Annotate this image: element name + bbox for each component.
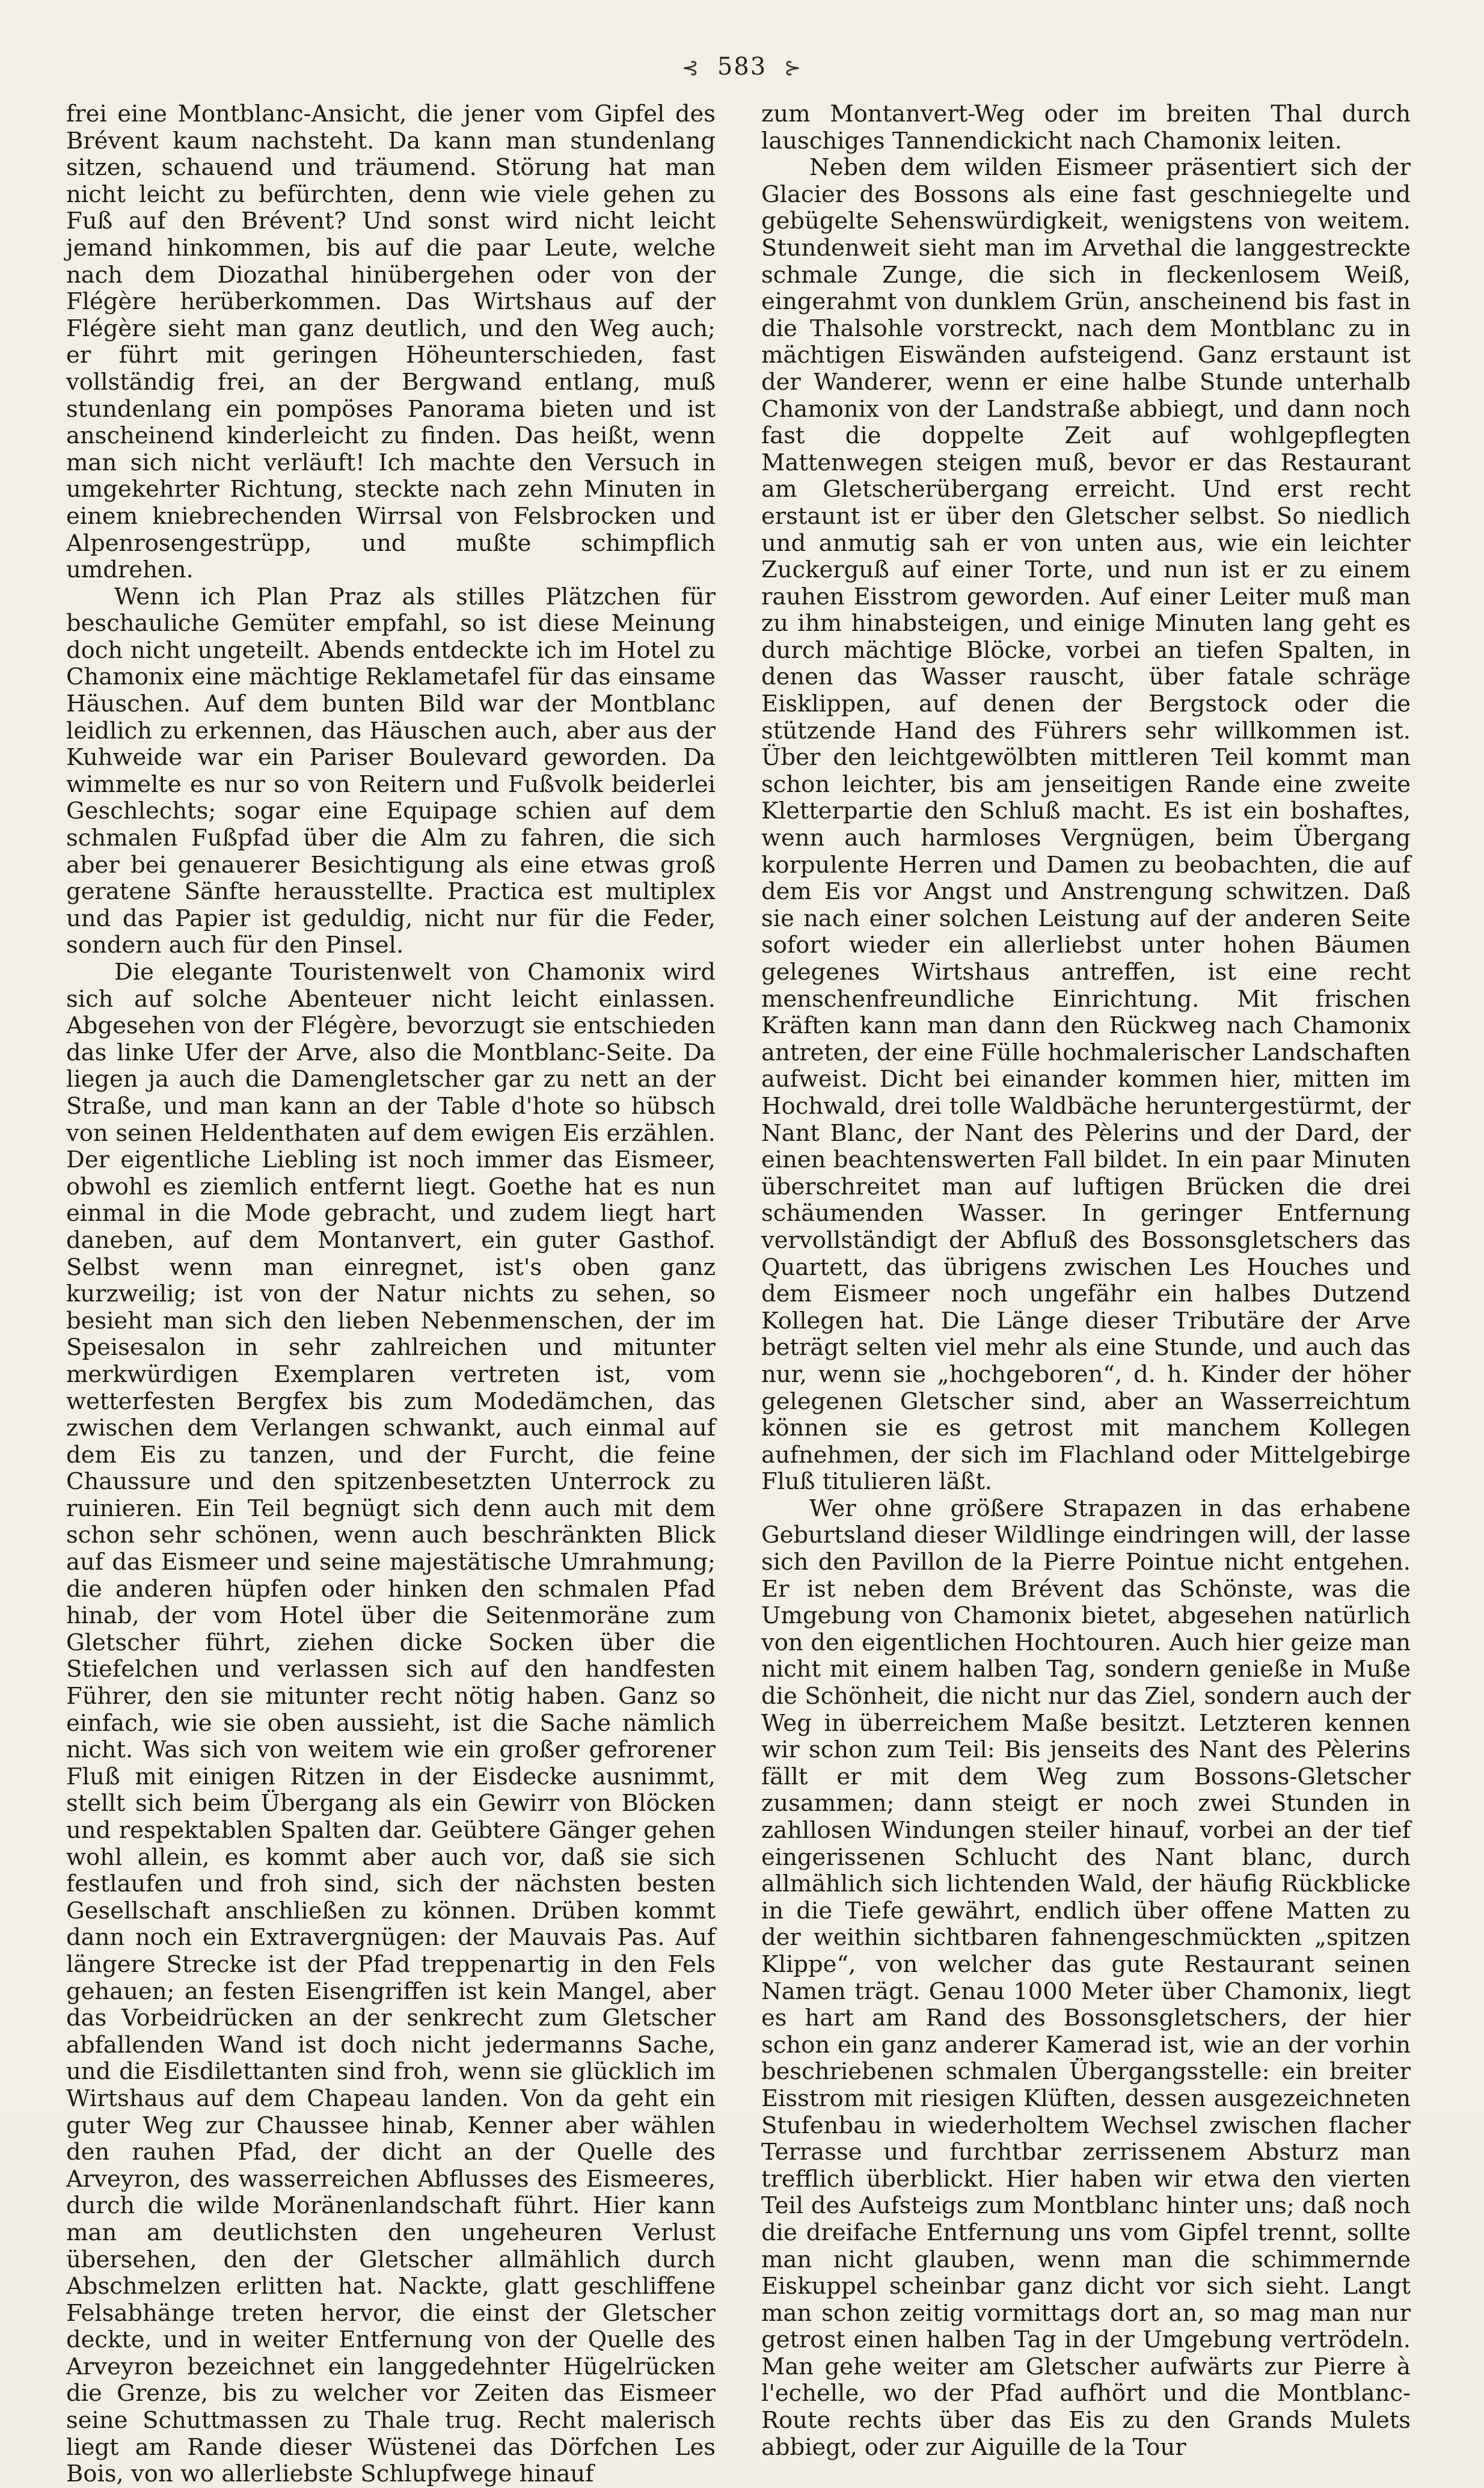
ornament-right-icon: ⊱ xyxy=(783,56,803,80)
ornament-left-icon: ⊰ xyxy=(681,56,701,80)
paragraph: frei eine Montblanc-Ansicht, die jener vom Gipfel des Brévent kaum nachsteht. Da kann man stundenlang sitzen, schauend und träumend. Störung hat man nicht leicht zu befürchten, denn wie viele gehen zu Fuß auf den Brévent? Und sonst wird nicht leicht jemand hinkommen, bis auf die paar Leute, welche nach dem Diozathal hinübergehen oder von der Flégère herüberkommen. Das Wirtshaus auf der Flégère sieht man ganz deutlich, und den Weg auch; er führt mit geringen Höheunterschieden, fast vollständig frei, an der Bergwand entlang, muß stundenlang ein pompöses Panorama bieten und ist anscheinend kinderleicht zu finden. Das heißt, wenn man sich nicht verläuft! Ich machte den Versuch in umgekehrter Richtung, steckte nach zehn Minuten in einem kniebrechenden Wirrsal von Felsbrocken und Alpenrosengestrüpp, und mußte schimpflich umdrehen. xyxy=(66,100,716,584)
paragraph: zum Montanvert-Weg oder im breiten Thal durch lauschiges Tannendickicht nach Chamonix leiten. xyxy=(761,100,1411,155)
paragraph: Die elegante Touristenwelt von Chamonix wird sich auf solche Abenteuer nicht leicht einlassen. Abgesehen von der Flégère, bevorzugt sie entschieden das linke Ufer der Arve, also die Montblanc-Seite. Da liegen ja auch die Damengletscher gar zu nett an der Straße, und man kann an der Table d'hote so hübsch von seinen Heldenthaten auf dem ewigen Eis erzählen. Der eigentliche Liebling ist noch immer das Eismeer, obwohl es ziemlich entfernt liegt. Goethe hat es nun einmal in die Mode gebracht, und zudem liegt hart daneben, auf dem Montanvert, ein guter Gasthof. Selbst wenn man einregnet, ist's oben ganz kurzweilig; ist von der Natur nichts zu sehen, so besieht man sich den lieben Nebenmenschen, der im Speisesalon in sehr zahlreichen und mitunter merkwürdigen Exemplaren vertreten ist, vom wetterfesten Bergfex bis zum Modedämchen, das zwischen dem Verlangen schwankt, auch einmal auf dem Eis zu tanzen, und der Furcht, die feine Chaussure und den spitzenbesetzten Unterrock zu ruinieren. Ein Teil begnügt sich denn auch mit dem schon sehr schönen, wenn auch beschränkten Blick auf das Eismeer und seine majestätische Umrahmung; die anderen hüpfen oder hinken den schmalen Pfad hinab, der vom Hotel über die Seitenmoräne zum Gletscher führt, ziehen dicke Socken über die Stiefelchen und verlassen sich auf den handfesten Führer, den sie mitunter recht nötig haben. Ganz so einfach, wie sie oben aussieht, ist die Sache nämlich nicht. Was sich von weitem wie ein großer gefrorener Fluß mit einigen Ritzen in der Eisdecke ausnimmt, stellt sich beim Übergang als ein Gewirr von Blöcken und respektablen Spalten dar. Geübtere Gänger gehen wohl allein, es kommt aber auch vor, daß sie sich festlaufen und froh sind, sich der nächsten besten Gesellschaft anschließen zu können. Drüben kommt dann noch ein Extravergnügen: der Mauvais Pas. Auf längere Strecke ist der Pfad treppenartig in den Fels gehauen; an festen Eisengriffen ist kein Mangel, aber das Vorbeidrücken an der senkrecht zum Gletscher abfallenden Wand ist doch nicht jedermanns Sache, und die Eisdilettanten sind froh, wenn sie glücklich im Wirtshaus auf dem Chapeau landen. Von da geht ein guter Weg zur Chaussee hinab, Kenner aber wählen den rauhen Pfad, der dicht an der Quelle des Arveyron, des wasserreichen Abflusses des Eismeeres, durch die wilde Moränenlandschaft führt. Hier kann man am deutlichsten den ungeheuren Verlust übersehen, den der Gletscher allmählich durch Abschmelzen erlitten hat. Nackte, glatt geschliffene Felsabhänge treten hervor, die einst der Gletscher deckte, und in weiter Entfernung von der Quelle des Arveyron bezeichnet ein langgedehnter Hügelrücken die Grenze, bis zu welcher vor Zeiten das Eismeer seine Schuttmassen zu Thale trug. Recht malerisch liegt am Rande dieser Wüstenei das Dörfchen Les Bois, von wo allerliebste Schlupfwege hinauf xyxy=(66,959,716,2488)
paragraph: Wer ohne größere Strapazen in das erhabene Geburtsland dieser Wildlinge eindringen will, der lasse sich den Pavillon de la Pierre Pointue nicht entgehen. Er ist neben dem Brévent das Schönste, was die Umgebung von Chamonix bietet, abgesehen natürlich von den eigentlichen Hochtouren. Auch hier geize man nicht mit einem halben Tag, sondern genieße in Muße die Schönheit, die nicht nur das Ziel, sondern auch der Weg in überreichem Maße besitzt. Letzteren kennen wir schon zum Teil: Bis jenseits des Nant des Pèlerins fällt er mit dem Weg zum Bossons-Gletscher zusammen; dann steigt er noch zwei Stunden in zahllosen Windungen steiler hinauf, vorbei an der tief eingerissenen Schlucht des Nant blanc, durch allmählich sich lichtenden Wald, der häufig Rückblicke in die Tiefe gewährt, endlich über offene Matten zu der weithin sichtbaren fahnengeschmückten „spitzen Klippe“, von welcher das gute Restaurant seinen Namen trägt. Genau 1000 Meter über Chamonix, liegt es hart am Rand des Bossonsgletschers, der hier schon ein ganz anderer Kamerad ist, wie an der vorhin beschriebenen schmalen Übergangsstelle: ein breiter Eisstrom mit riesigen Klüften, dessen ausgezeichneten Stufenbau in wiederholtem Wechsel zwischen flacher Terrasse und furchtbar zerrissenem Absturz man trefflich überblickt. Hier haben wir etwa den vierten Teil des Aufsteigs zum Montblanc hinter uns; daß noch die dreifache Entfernung uns vom Gipfel trennt, sollte man nicht glauben, wenn man die schimmernde Eiskuppel scheinbar ganz dicht vor sich sieht. Langt man schon zeitig vormittags dort an, so mag man nur getrost einen halben Tag in der Umgebung vertrödeln. Man gehe weiter am Gletscher aufwärts zur Pierre à l'echelle, wo der Pfad aufhört und die Montblanc-Route rechts über das Eis zu den Grands Mulets abbiegt, oder zur Aiguille de la Tour xyxy=(761,1494,1411,2461)
paragraph: Wenn ich Plan Praz als stilles Plätzchen für beschauliche Gemüter empfahl, so ist diese Meinung doch nicht ungeteilt. Abends entdeckte ich im Hotel zu Chamonix eine mächtige Reklametafel für das einsame Häuschen. Auf dem bunten Bild war der Montblanc leidlich zu erkennen, das Häuschen auch, aber aus der Kuhweide war ein Pariser Boulevard geworden. Da wimmelte es nur so von Reitern und Fußvolk beiderlei Geschlechts; sogar eine Equipage schien auf dem schmalen Fußpfad über die Alm zu fahren, die sich aber bei genauerer Besichtigung als eine etwas groß geratene Sänfte herausstellte. Practica est multiplex und das Papier ist geduldig, nicht nur für die Feder, sondern auch für den Pinsel. xyxy=(66,583,716,959)
paragraph: Neben dem wilden Eismeer präsentiert sich der Glacier des Bossons als eine fast geschniegelte und gebügelte Sehenswürdigkeit, wenigstens von weitem. Stundenweit sieht man im Arvethal die langgestreckte schmale Zunge, die sich in fleckenlosem Weiß, eingerahmt von dunklem Grün, anscheinend bis fast in die Thalsohle vorstreckt, nach dem Montblanc zu in mächtigen Eiswänden aufsteigend. Ganz erstaunt ist der Wanderer, wenn er eine halbe Stunde unterhalb Chamonix von der Landstraße abbiegt, und dann noch fast die doppelte Zeit auf wohlgepflegten Mattenwegen steigen muß, bevor er das Restaurant am Gletscherübergang erreicht. Und erst recht erstaunt ist er über den Gletscher selbst. So niedlich und anmutig sah er von unten aus, wie ein leichter Zuckerguß auf einer Torte, und nun ist er zu einem rauhen Eisstrom geworden. Auf einer Leiter muß man zu ihm hinabsteigen, und einige Minuten lang geht es durch mächtige Blöcke, vorbei an tiefen Spalten, in denen das Wasser rauscht, über fatale schräge Eisklippen, auf denen der Bergstock oder die stützende Hand des Führers sehr willkommen ist. Über den leichtgewölbten mittleren Teil kommt man schon leichter, bis am jenseitigen Rande eine zweite Kletterpartie den Schluß macht. Es ist ein boshaftes, wenn auch harmloses Vergnügen, beim Übergang korpulente Herren und Damen zu beobachten, die auf dem Eis vor Angst und Anstrengung schwitzen. Daß sie nach einer solchen Leistung auf der anderen Seite sofort wieder ein allerliebst unter hohen Bäumen gelegenes Wirtshaus antreffen, ist eine recht menschenfreundliche Einrichtung. Mit frischen Kräften kann man dann den Rückweg nach Chamonix antreten, der eine Fülle hochmalerischer Landschaften aufweist. Dicht bei einander kommen hier, mitten im Hochwald, drei tolle Waldbäche heruntergestürmt, der Nant Blanc, der Nant des Pèlerins und der Dard, der einen beachtenswerten Fall bildet. In ein paar Minuten überschreitet man auf luftigen Brücken die drei schäumenden Wasser. In geringer Entfernung vervollständigt der Abfluß des Bossonsgletschers das Quartett, das übrigens zwischen Les Houches und dem Eismeer noch ungefähr ein halbes Dutzend Kollegen hat. Die Länge dieser Tributäre der Arve beträgt selten viel mehr als eine Stunde, und auch das nur, wenn sie „hochgeboren“, d. h. Kinder der höher gelegenen Gletscher sind, aber an Wasserreichtum können sie es getrost mit manchem Kollegen aufnehmen, der sich im Flachland oder Mittelgebirge Fluß titulieren läßt. xyxy=(761,154,1411,1496)
page-number: 583 xyxy=(717,53,767,81)
page-header xyxy=(0,53,1484,81)
left-column xyxy=(66,101,716,2488)
